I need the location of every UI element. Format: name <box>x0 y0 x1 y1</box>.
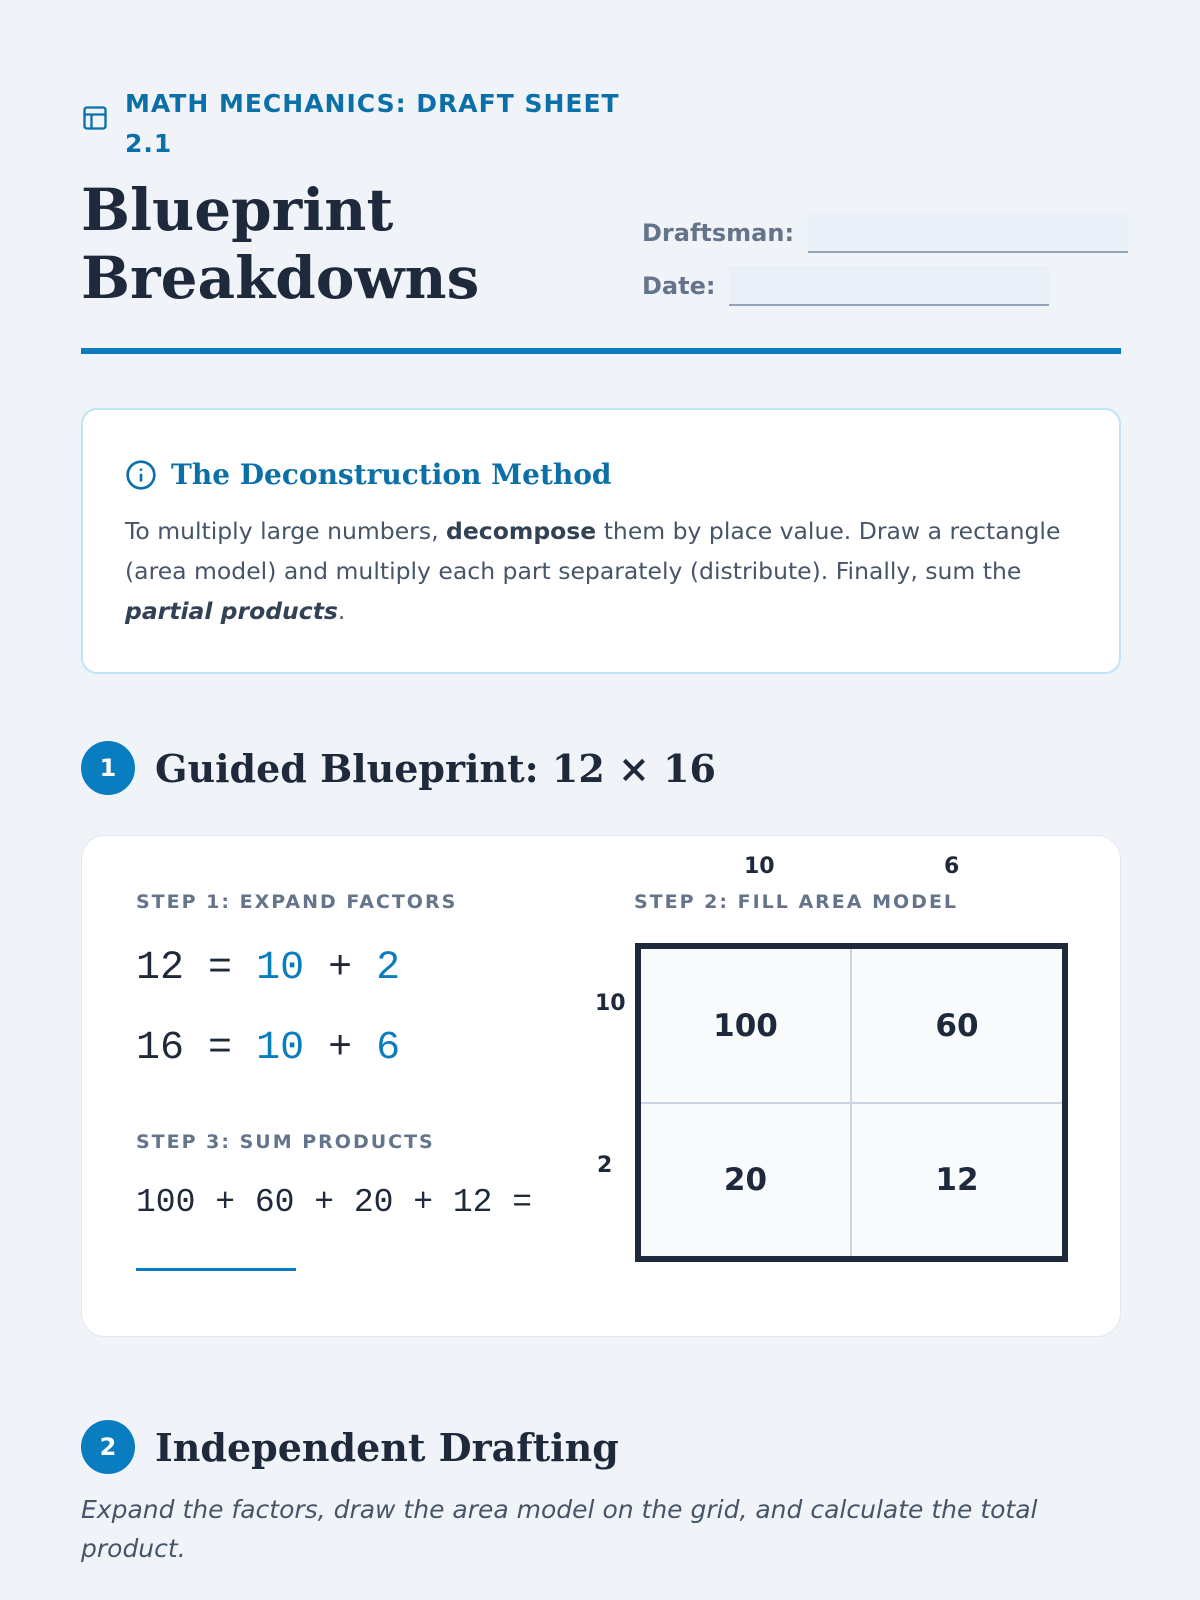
step-2-label: STEP 2: FILL AREA MODEL <box>634 891 959 913</box>
section-2-title: Independent Drafting <box>155 1424 619 1470</box>
row-header-tens: 10 <box>595 991 626 1016</box>
col-header-ones: 6 <box>944 854 960 879</box>
draftsman-label: Draftsman: <box>642 219 795 247</box>
step-3-label: STEP 3: SUM PRODUCTS <box>136 1131 435 1153</box>
area-cell: 20 <box>641 1104 852 1256</box>
section-1-heading <box>81 741 716 795</box>
area-cell: 100 <box>641 949 852 1104</box>
info-icon <box>125 459 157 491</box>
section-2-heading <box>81 1420 619 1474</box>
area-cell: 12 <box>935 1162 979 1198</box>
section-2-instructions: Expand the factors, draw the area model on the grid, and calculate the total product. <box>81 1495 1038 1563</box>
sheet-subtitle: MATH MECHANICS: DRAFT SHEET 2.1 <box>125 89 620 158</box>
draftsman-row <box>642 213 1128 253</box>
section-1-title: Guided Blueprint: 12 × 16 <box>155 745 716 791</box>
sum-expression: 100 + 60 + 20 + 12 = <box>136 1184 533 1221</box>
area-model-grid <box>635 943 1068 1262</box>
keyword-partial-products: partial products <box>125 597 338 625</box>
info-title: The Deconstruction Method <box>171 458 612 491</box>
layout-icon <box>81 104 109 132</box>
col-header-tens: 10 <box>744 854 775 879</box>
title-line-1: Blueprint <box>81 176 394 244</box>
date-row <box>642 266 1049 306</box>
method-info-box <box>81 408 1121 674</box>
date-field[interactable] <box>729 266 1049 306</box>
answer-blank[interactable] <box>136 1268 296 1271</box>
step-1-label: STEP 1: EXPAND FACTORS <box>136 891 458 913</box>
title-line-2: Breakdowns <box>81 244 480 312</box>
header-divider <box>81 348 1121 354</box>
date-label: Date: <box>642 272 716 300</box>
page-title <box>81 176 601 312</box>
keyword-decompose: decompose <box>446 517 597 545</box>
section-1-number-badge: 1 <box>81 741 135 795</box>
area-cell: 60 <box>852 949 1062 1104</box>
sheet-eyebrow <box>81 84 645 164</box>
info-text: To multiply large numbers, decompose them by place value. Draw a rectangle (area model) and multiply each part separately (distribute). Finally, sum the partial products. <box>125 517 1061 625</box>
info-header <box>125 458 1077 491</box>
row-header-ones: 2 <box>597 1153 613 1178</box>
guided-blueprint-card <box>81 835 1121 1337</box>
expansion-equation-2: 16 = 10 + 6 <box>136 1026 401 1071</box>
expansion-equation-1: 12 = 10 + 2 <box>136 946 401 991</box>
section-2-number-badge: 2 <box>81 1420 135 1474</box>
draftsman-field[interactable] <box>808 213 1128 253</box>
